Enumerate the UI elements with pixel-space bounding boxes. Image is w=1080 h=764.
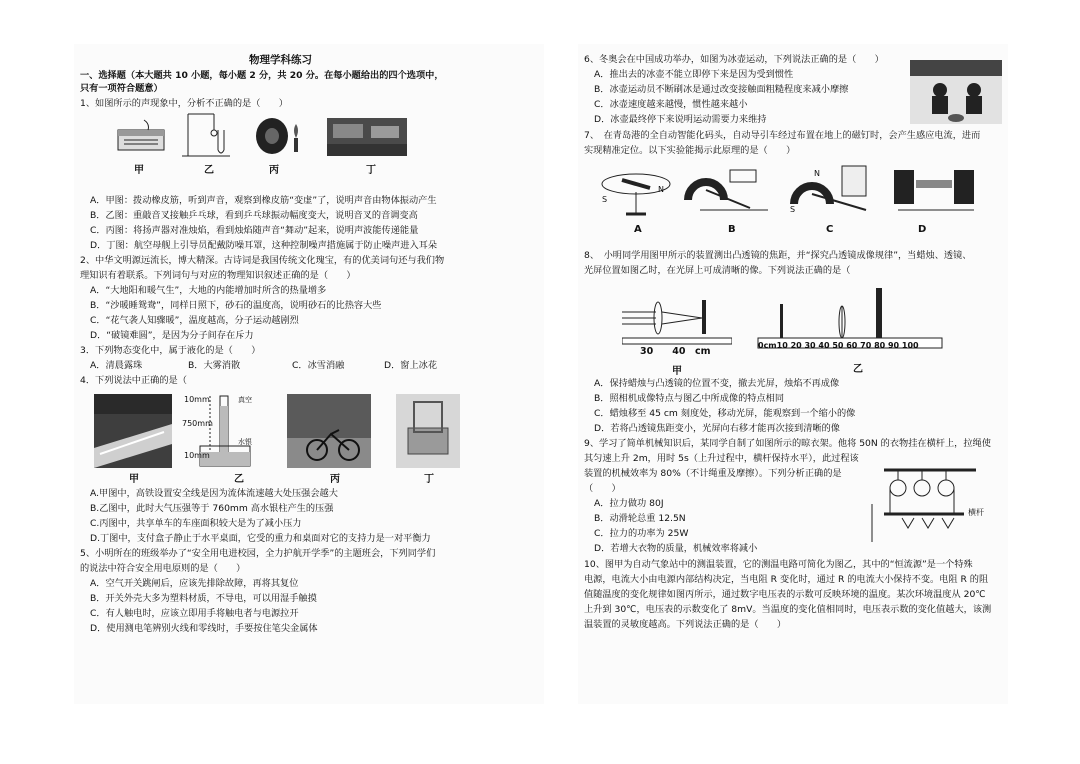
q8-option-a: A．保持蜡烛与凸透镜的位置不变，撤去光屏，烛焰不再成像 (594, 378, 840, 389)
q4-figure-ding-photo (396, 394, 460, 468)
q4-option-d: D.丁图中，支付盒子静止于水平桌面，它受的重力和桌面对它的支持力是一对平衡力 (90, 533, 431, 544)
q1-caption-bing: 丙 (269, 165, 279, 176)
q1-figure-jia (114, 116, 169, 158)
page-title: 物理学科练习 (249, 54, 312, 66)
q9-pulley-figure (868, 464, 978, 544)
q6-curling-photo (910, 60, 1002, 124)
q8-ruler-left-labels: 30 40 cm (640, 346, 711, 357)
q8-option-c: C．蜡烛移至 45 cm 刻度处，移动光屏，能观察到一个缩小的像 (594, 408, 856, 419)
q9-label-crossbar: 横杆 (968, 508, 984, 517)
q3-option-b: B．大雾消散 (188, 360, 241, 371)
q7-label-c-n: N (814, 169, 820, 178)
q7-figure-d (888, 160, 984, 222)
q1-stem: 1、如图所示的声现象中，分析不正确的是（ ） (80, 98, 288, 109)
q6-stem: 6、冬奥会在中国成功举办，如图为冰壶运动，下列说法正确的是（ ） (584, 54, 884, 65)
q1-figure-yi (180, 110, 235, 158)
q4-figure-bing-photo (287, 394, 371, 468)
q4-caption-jia: 甲 (129, 474, 139, 485)
q2-stem-line-2: 理知识有着联系。下列词句与对应的物理知识叙述正确的是（ ） (80, 270, 356, 281)
q7-figure-c (786, 160, 882, 222)
q7-caption-c: C (826, 224, 834, 235)
q1-option-b: B．乙图：重敲音叉接触乒乓球，看到乒乓球振动幅度变大，说明音叉的音调变高 (90, 210, 418, 221)
section-heading-line-1: 一、选择题（本大题共 10 小题，每小题 2 分，共 20 分。在每小题给出的四个选项中， (80, 70, 444, 81)
q7-label-a-s: S (602, 195, 608, 204)
q2-option-d: D．“破镜难圆”，是因为分子间存在斥力 (90, 330, 254, 341)
q1-option-a: A．甲图：拨动橡皮筋，听到声音，观察到橡皮筋“变虚”了，说明声音由物体振动产生 (90, 195, 437, 206)
q5-option-b: B．开关外壳大多为塑料材质，不导电，可以用湿手触摸 (90, 593, 317, 604)
q1-figure-bing (252, 114, 312, 158)
q8-ruler-right-labels: 0cm10 20 30 40 50 60 70 80 90 100 (758, 341, 919, 350)
q8-figure-jia (622, 296, 732, 346)
q9-stem-line-3: 装置的机械效率为 80%（不计绳重及摩擦）。下列分析正确的是 (584, 468, 842, 479)
q7-label-a-n: N (658, 185, 664, 194)
q9-option-c: C．拉力的功率为 25W (594, 528, 689, 539)
q5-stem-line-1: 5、小明所在的班级举办了“安全用电进校园，全力护航开学季”的主题班会，下列同学们 (80, 548, 436, 559)
q2-option-c: C．“花气袭人知骤暖”，温度越高，分子运动越剧烈 (90, 315, 299, 326)
q6-option-a: A．推出去的冰壶不能立即停下来是因为受到惯性 (594, 69, 794, 80)
q10-line-4: 上升到 30℃，电压表的示数变化了 8mV。当温度的变化值相同时，电压表示数的变化值越大，该测 (584, 604, 992, 615)
section-heading-line-2: 只有一项符合题意） (80, 83, 163, 94)
q5-option-a: A．空气开关跳闸后，应该先排除故障，再将其复位 (90, 578, 299, 589)
q3-option-c: C．冰雪消融 (292, 360, 345, 371)
q8-stem-line-1: 8、 小明同学用图甲所示的装置测出凸透镜的焦距，并“探究凸透镜成像规律”，当蜡烛、透镜、 (584, 250, 972, 261)
q8-option-b: B．照相机成像特点与图乙中所成像的特点相同 (594, 393, 785, 404)
q10-line-5: 温装置的灵敏度越高。下列说法正确的是（ ） (584, 619, 787, 630)
q4-label-vacuum: 真空 (238, 396, 252, 404)
q9-option-a: A．拉力做功 80J (594, 498, 664, 509)
q5-option-c: C．有人触电时，应该立即用手将触电者与电源拉开 (90, 608, 299, 619)
q10-line-1: 10、图甲为自动气象站中的测温装置，它的测温电路可简化为图乙，其中的“恒流源”是一个特殊 (584, 559, 973, 570)
q3-option-d: D．窗上冰花 (384, 360, 438, 371)
q4-caption-yi: 乙 (234, 474, 244, 485)
q4-option-b: B.乙图中，此时大气压强等于 760mm 高水银柱产生的压强 (90, 503, 334, 514)
q4-option-a: A.甲图中，高铁设置安全线是因为流体流速越大处压强会越大 (90, 488, 338, 499)
q7-caption-b: B (728, 224, 736, 235)
q3-option-a: A．清晨露珠 (90, 360, 143, 371)
q1-caption-ding: 丁 (366, 165, 376, 176)
q2-stem-line-1: 2、中华文明源远流长，博大精深。古诗词是我国传统文化瑰宝，有的优美词句还与我们物 (80, 255, 445, 266)
q10-line-3: 值随温度的变化规律如图丙所示，通过数字电压表的示数可反映环境的温度。某次环境温度从 20℃ (584, 589, 986, 600)
q4-label-top-10mm: 10mm (184, 395, 210, 404)
q5-stem-line-2: 的说法中符合安全用电原则的是（ ） (80, 563, 246, 574)
q1-caption-yi: 乙 (204, 165, 214, 176)
q7-caption-d: D (918, 224, 927, 235)
q2-option-a: A．“大地阳和暖气生”，大地的内能增加时所含的热量增多 (90, 285, 327, 296)
q4-figure-jia-photo (94, 394, 172, 468)
q7-label-c-s: S (790, 205, 796, 214)
q7-figure-b (680, 160, 776, 222)
q7-caption-a: A (634, 224, 642, 235)
q9-option-b: B．动滑轮总重 12.5N (594, 513, 686, 524)
q4-stem: 4．下列说法中正确的是（ (80, 375, 187, 386)
q3-stem: 3．下列物态变化中，属于液化的是（ ） (80, 345, 261, 356)
q2-option-b: B．“沙暖睡鸳鸯”，同样日照下，砂石的温度高，说明砂石的比热容大些 (90, 300, 382, 311)
q10-line-2: 电源，电流大小由电源内部结构决定，当电阻 R 变化时，通过 R 的电流大小保持不变。电阻 R 的阻 (584, 574, 989, 585)
q8-caption-yi: 乙 (853, 364, 863, 375)
q1-option-d: D．丁图：航空母舰上引导员配戴防噪耳罩，这种控制噪声措施属于防止噪声进入耳朵 (90, 240, 438, 251)
q9-option-d: D．若增大衣物的质量，机械效率将减小 (594, 543, 758, 554)
q4-caption-ding: 丁 (424, 474, 434, 485)
q1-figure-ding-photo (327, 118, 407, 156)
q7-stem-line-2: 实现精准定位。以下实验能揭示此原理的是（ ） (584, 145, 796, 156)
q9-stem-line-1: 9、学习了简单机械知识后，某同学自制了如图所示的晾衣架。他将 50N 的衣物挂在横杆上，拉绳使 (584, 438, 991, 449)
q7-stem-line-1: 7、 在青岛港的全自动智能化码头，自动导引车经过布置在地上的磁钉时，会产生感应电流，进而 (584, 130, 981, 141)
q9-stem-line-4: （ ） (584, 483, 621, 494)
q1-option-c: C．丙图：将扬声器对准烛焰，看到烛焰随声音“舞动”起来，说明声波能传递能量 (90, 225, 419, 236)
right-page (578, 44, 1008, 704)
q8-option-d: D．若将凸透镜焦距变小，光屏向右移才能再次接到清晰的像 (594, 423, 840, 434)
q8-caption-jia: 甲 (672, 366, 682, 377)
q6-option-b: B．冰壶运动员不断刷冰是通过改变接触面粗糙程度来减小摩擦 (594, 84, 849, 95)
q4-label-750mm: 750mm (182, 419, 213, 428)
q4-option-c: C.丙图中，共享单车的车座面积较大是为了减小压力 (90, 518, 302, 529)
q7-figure-a (596, 162, 676, 222)
left-page (74, 44, 544, 704)
q6-option-c: C．冰壶速度越来越慢，惯性越来越小 (594, 99, 748, 110)
q5-option-d: D．使用测电笔辨别火线和零线时，手要按住笔尖金属体 (90, 623, 318, 634)
q4-caption-bing: 丙 (330, 474, 340, 485)
q6-option-d: D．冰壶最终停下来说明运动需要力来维持 (594, 114, 767, 125)
q9-stem-line-2: 其匀速上升 2m，用时 5s（上升过程中，横杆保持水平），此过程该 (584, 453, 859, 464)
q1-caption-jia: 甲 (134, 165, 144, 176)
q4-label-mercury: 水银 (238, 438, 252, 446)
q8-stem-line-2: 光屏位置如图乙时，在光屏上可成清晰的像。下列说法正确的是（ (584, 265, 851, 276)
q4-label-bottom-10mm: 10mm (184, 451, 210, 460)
